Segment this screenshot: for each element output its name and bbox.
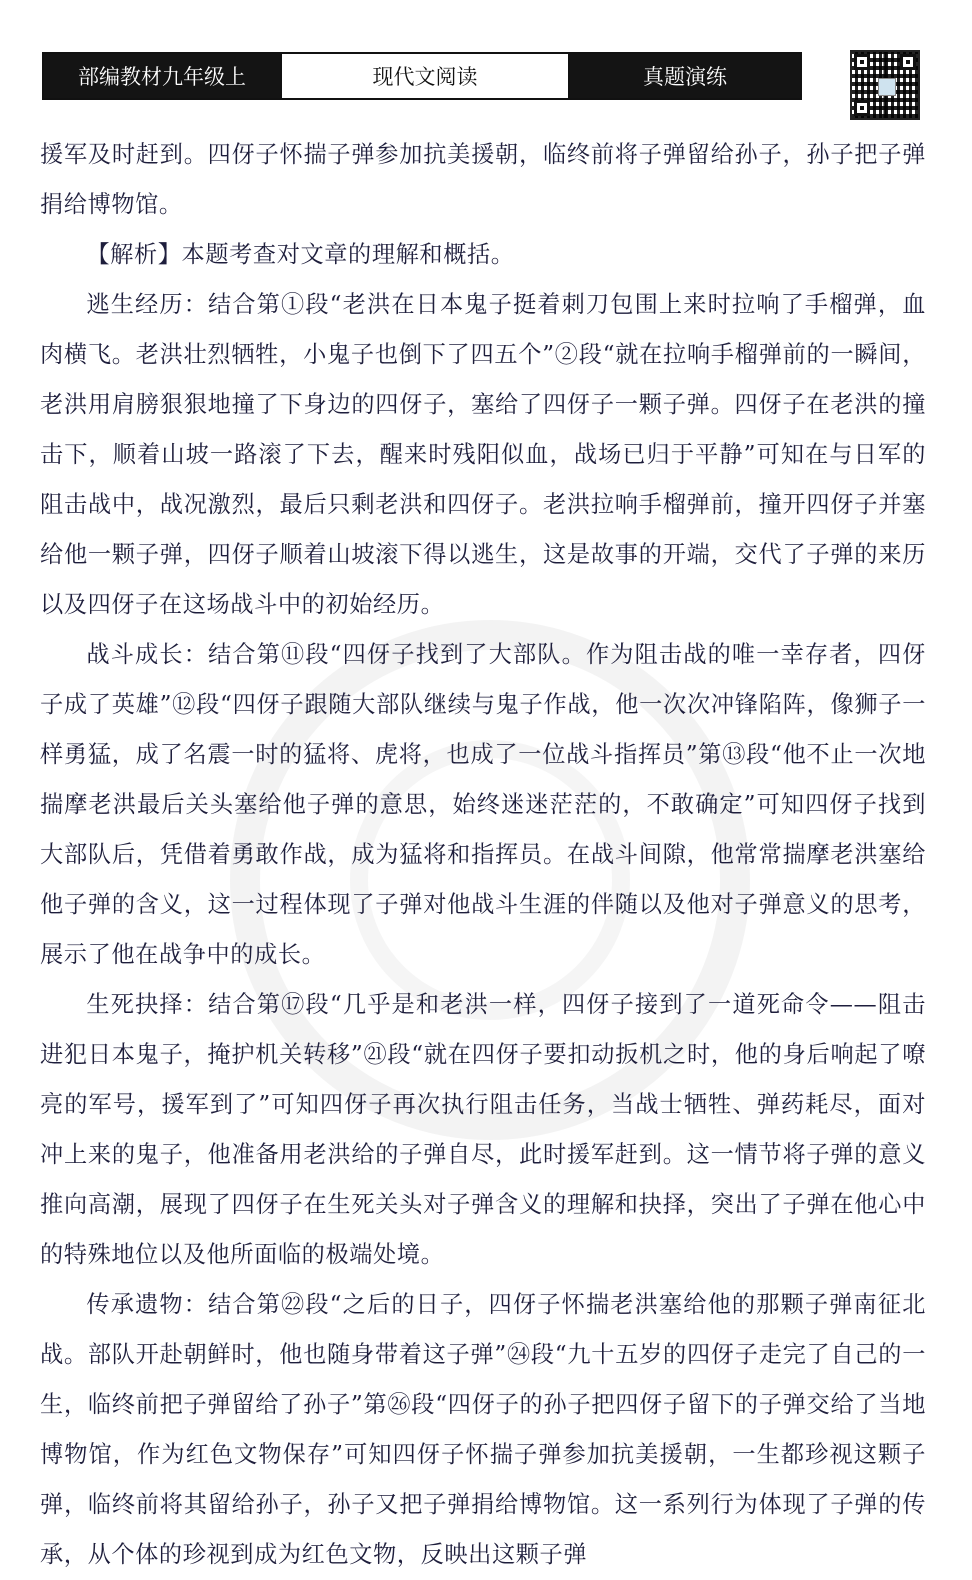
- qr-logo-icon: [878, 78, 896, 96]
- paragraph-answer-end: 援军及时赶到。四伢子怀揣子弹参加抗美援朝，临终前将子弹留给孙子，孙子把子弹捐给博物馆。: [40, 141, 926, 218]
- header-practice-label: 真题演练: [570, 54, 800, 98]
- header-bar: [42, 52, 802, 100]
- qr-finder-icon: [854, 54, 870, 70]
- paragraph-analysis-intro: 【解析】本题考查对文章的理解和概括。: [86, 241, 515, 268]
- header-section-label: 现代文阅读: [280, 54, 570, 98]
- qr-code-icon: [850, 50, 920, 120]
- qr-finder-icon: [900, 54, 916, 70]
- paragraph-legacy: 传承遗物：结合第㉒段“之后的日子，四伢子怀揣老洪塞给他的那颗子弹南征北战。部队开赴朝鲜时，他也随身带着这子弹”㉔段“九十五岁的四伢子走完了自己的一生，临终前把子弹留给了孙子”第㉖段“四伢子的孙子把四伢子留下的子弹交给了当地博物馆，作为红色文物保存”可知四伢子怀揣子弹参加抗美援朝，一生都珍视这颗子弹，临终前将其留给孙子，孙子又把子弹捐给博物馆。这一系列行为体现了子弹的传承，从个体的珍视到成为红色文物，反映出这颗子弹: [40, 1291, 926, 1568]
- paragraph-escape: 逃生经历：结合第①段“老洪在日本鬼子挺着刺刀包围上来时拉响了手榴弹，血肉横飞。老洪壮烈牺牲，小鬼子也倒下了四五个”②段“就在拉响手榴弹前的一瞬间，老洪用肩膀狠狠地撞了下身边的四伢子，塞给了四伢子一颗子弹。四伢子在老洪的撞击下，顺着山坡一路滚了下去，醒来时残阳似血，战场已归于平静”可知在与日军的阻击战中，战况激烈，最后只剩老洪和四伢子。老洪拉响手榴弹前，撞开四伢子并塞给他一颗子弹，四伢子顺着山坡滚下得以逃生，这是故事的开端，交代了子弹的来历以及四伢子在这场战斗中的初始经历。: [40, 291, 926, 618]
- paragraph-growth: 战斗成长：结合第⑪段“四伢子找到了大部队。作为阻击战的唯一幸存者，四伢子成了英雄”⑫段“四伢子跟随大部队继续与鬼子作战，他一次次冲锋陷阵，像狮子一样勇猛，成了名震一时的猛将、虎将，也成了一位战斗指挥员”第⑬段“他不止一次地揣摩老洪最后关头塞给他子弹的意思，始终迷迷茫茫的，不敢确定”可知四伢子找到大部队后，凭借着勇敢作战，成为猛将和指挥员。在战斗间隙，他常常揣摩老洪塞给他子弹的含义，这一过程体现了子弹对他战斗生涯的伴随以及他对子弹意义的思考，展示了他在战争中的成长。: [40, 641, 926, 968]
- analysis-text: [40, 130, 926, 1580]
- qr-finder-icon: [854, 100, 870, 116]
- header-grade-label: 部编教材九年级上: [44, 54, 280, 98]
- paragraph-choice: 生死抉择：结合第⑰段“几乎是和老洪一样，四伢子接到了一道死命令——阻击进犯日本鬼子，掩护机关转移”㉑段“就在四伢子要扣动扳机之时，他的身后响起了嘹亮的军号，援军到了”可知四伢子再次执行阻击任务，当战士牺牲、弹药耗尽，面对冲上来的鬼子，他准备用老洪给的子弹自尽，此时援军赶到。这一情节将子弹的意义推向高潮，展现了四伢子在生死关头对子弹含义的理解和抉择，突出了子弹在他心中的特殊地位以及他所面临的极端处境。: [40, 991, 926, 1268]
